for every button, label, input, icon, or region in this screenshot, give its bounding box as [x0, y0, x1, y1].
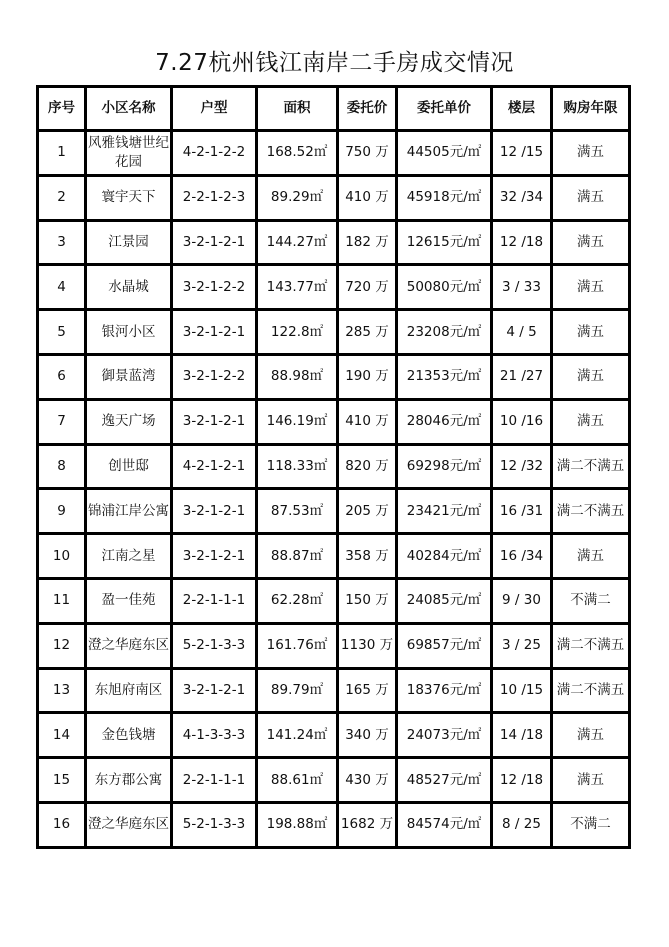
cell-index: 4	[38, 265, 86, 310]
cell-area: 144.27㎡	[257, 220, 338, 265]
cell-community: 东旭府南区	[86, 668, 172, 713]
cell-ownership-years: 满五	[552, 265, 630, 310]
cell-layout: 5-2-1-3-3	[172, 802, 257, 847]
cell-area: 122.8㎡	[257, 310, 338, 355]
cell-unit-price: 44505元/㎡	[397, 131, 492, 176]
cell-index: 7	[38, 399, 86, 444]
cell-layout: 3-2-1-2-1	[172, 220, 257, 265]
cell-ownership-years: 满五	[552, 758, 630, 803]
cell-index: 2	[38, 175, 86, 220]
cell-community: 江南之星	[86, 534, 172, 579]
header-layout: 户型	[172, 87, 257, 131]
cell-floor: 12 /32	[492, 444, 552, 489]
cell-ownership-years: 满五	[552, 399, 630, 444]
cell-floor: 10 /15	[492, 668, 552, 713]
cell-asking-price: 820 万	[338, 444, 397, 489]
cell-index: 8	[38, 444, 86, 489]
cell-community: 风雅钱塘世纪花园	[86, 131, 172, 176]
cell-community: 江景园	[86, 220, 172, 265]
cell-layout: 3-2-1-2-1	[172, 489, 257, 534]
header-community: 小区名称	[86, 87, 172, 131]
header-ownership-years: 购房年限	[552, 87, 630, 131]
cell-index: 5	[38, 310, 86, 355]
cell-asking-price: 430 万	[338, 758, 397, 803]
cell-floor: 12 /18	[492, 220, 552, 265]
cell-asking-price: 410 万	[338, 399, 397, 444]
cell-ownership-years: 满五	[552, 713, 630, 758]
cell-unit-price: 23208元/㎡	[397, 310, 492, 355]
cell-layout: 3-2-1-2-1	[172, 534, 257, 579]
cell-layout: 3-2-1-2-2	[172, 354, 257, 399]
cell-area: 141.24㎡	[257, 713, 338, 758]
cell-index: 6	[38, 354, 86, 399]
cell-floor: 3 / 33	[492, 265, 552, 310]
cell-asking-price: 165 万	[338, 668, 397, 713]
cell-unit-price: 12615元/㎡	[397, 220, 492, 265]
table-row	[38, 354, 630, 399]
cell-community: 澄之华庭东区	[86, 623, 172, 668]
table-row	[38, 802, 630, 847]
table-row	[38, 578, 630, 623]
cell-layout: 3-2-1-2-1	[172, 310, 257, 355]
cell-area: 161.76㎡	[257, 623, 338, 668]
cell-unit-price: 45918元/㎡	[397, 175, 492, 220]
cell-area: 118.33㎡	[257, 444, 338, 489]
cell-ownership-years: 满五	[552, 131, 630, 176]
cell-ownership-years: 满五	[552, 534, 630, 579]
header-unit-price: 委托单价	[397, 87, 492, 131]
cell-floor: 10 /16	[492, 399, 552, 444]
cell-asking-price: 150 万	[338, 578, 397, 623]
cell-floor: 16 /31	[492, 489, 552, 534]
cell-ownership-years: 满二不满五	[552, 668, 630, 713]
cell-community: 逸天广场	[86, 399, 172, 444]
table-row	[38, 444, 630, 489]
cell-community: 金色钱塘	[86, 713, 172, 758]
cell-index: 3	[38, 220, 86, 265]
cell-ownership-years: 满五	[552, 310, 630, 355]
cell-area: 87.53㎡	[257, 489, 338, 534]
transactions-table	[36, 85, 631, 849]
cell-unit-price: 28046元/㎡	[397, 399, 492, 444]
table-row	[38, 713, 630, 758]
table-row	[38, 220, 630, 265]
cell-ownership-years: 满二不满五	[552, 489, 630, 534]
cell-community: 御景蓝湾	[86, 354, 172, 399]
cell-index: 9	[38, 489, 86, 534]
cell-area: 168.52㎡	[257, 131, 338, 176]
table-row	[38, 265, 630, 310]
cell-floor: 9 / 30	[492, 578, 552, 623]
cell-layout: 3-2-1-2-1	[172, 668, 257, 713]
cell-area: 146.19㎡	[257, 399, 338, 444]
cell-community: 寰宇天下	[86, 175, 172, 220]
cell-unit-price: 84574元/㎡	[397, 802, 492, 847]
cell-unit-price: 24085元/㎡	[397, 578, 492, 623]
cell-index: 13	[38, 668, 86, 713]
cell-asking-price: 285 万	[338, 310, 397, 355]
cell-area: 198.88㎡	[257, 802, 338, 847]
cell-layout: 2-2-1-1-1	[172, 758, 257, 803]
cell-asking-price: 750 万	[338, 131, 397, 176]
cell-area: 62.28㎡	[257, 578, 338, 623]
cell-unit-price: 50080元/㎡	[397, 265, 492, 310]
table-row	[38, 758, 630, 803]
cell-layout: 2-2-1-1-1	[172, 578, 257, 623]
table-row	[38, 310, 630, 355]
cell-community: 锦浦江岸公寓	[86, 489, 172, 534]
cell-floor: 8 / 25	[492, 802, 552, 847]
table-row	[38, 175, 630, 220]
cell-index: 16	[38, 802, 86, 847]
cell-community: 银河小区	[86, 310, 172, 355]
cell-asking-price: 182 万	[338, 220, 397, 265]
cell-ownership-years: 满二不满五	[552, 623, 630, 668]
cell-ownership-years: 满五	[552, 175, 630, 220]
cell-ownership-years: 满五	[552, 354, 630, 399]
cell-floor: 3 / 25	[492, 623, 552, 668]
cell-index: 14	[38, 713, 86, 758]
cell-ownership-years: 不满二	[552, 578, 630, 623]
cell-floor: 21 /27	[492, 354, 552, 399]
cell-floor: 4 / 5	[492, 310, 552, 355]
cell-index: 11	[38, 578, 86, 623]
cell-unit-price: 24073元/㎡	[397, 713, 492, 758]
table-row	[38, 399, 630, 444]
header-index: 序号	[38, 87, 86, 131]
cell-index: 15	[38, 758, 86, 803]
cell-asking-price: 205 万	[338, 489, 397, 534]
cell-unit-price: 40284元/㎡	[397, 534, 492, 579]
cell-community: 创世邸	[86, 444, 172, 489]
cell-index: 12	[38, 623, 86, 668]
cell-ownership-years: 满二不满五	[552, 444, 630, 489]
cell-asking-price: 1682 万	[338, 802, 397, 847]
cell-area: 89.79㎡	[257, 668, 338, 713]
cell-unit-price: 69298元/㎡	[397, 444, 492, 489]
cell-unit-price: 23421元/㎡	[397, 489, 492, 534]
cell-floor: 16 /34	[492, 534, 552, 579]
cell-index: 1	[38, 131, 86, 176]
cell-ownership-years: 不满二	[552, 802, 630, 847]
cell-layout: 3-2-1-2-2	[172, 265, 257, 310]
table-row	[38, 489, 630, 534]
cell-floor: 32 /34	[492, 175, 552, 220]
cell-community: 东方郡公寓	[86, 758, 172, 803]
table-row	[38, 131, 630, 176]
cell-layout: 2-2-1-2-3	[172, 175, 257, 220]
cell-unit-price: 18376元/㎡	[397, 668, 492, 713]
cell-floor: 14 /18	[492, 713, 552, 758]
cell-area: 88.87㎡	[257, 534, 338, 579]
table-row	[38, 534, 630, 579]
cell-ownership-years: 满五	[552, 220, 630, 265]
cell-layout: 5-2-1-3-3	[172, 623, 257, 668]
cell-index: 10	[38, 534, 86, 579]
cell-area: 88.61㎡	[257, 758, 338, 803]
header-asking-price: 委托价	[338, 87, 397, 131]
cell-unit-price: 21353元/㎡	[397, 354, 492, 399]
cell-layout: 4-2-1-2-2	[172, 131, 257, 176]
cell-asking-price: 340 万	[338, 713, 397, 758]
cell-community: 盈一佳苑	[86, 578, 172, 623]
cell-unit-price: 69857元/㎡	[397, 623, 492, 668]
cell-area: 88.98㎡	[257, 354, 338, 399]
cell-layout: 4-1-3-3-3	[172, 713, 257, 758]
cell-asking-price: 1130 万	[338, 623, 397, 668]
cell-floor: 12 /18	[492, 758, 552, 803]
header-floor: 楼层	[492, 87, 552, 131]
cell-unit-price: 48527元/㎡	[397, 758, 492, 803]
cell-asking-price: 190 万	[338, 354, 397, 399]
cell-asking-price: 410 万	[338, 175, 397, 220]
table-row	[38, 623, 630, 668]
header-area: 面积	[257, 87, 338, 131]
cell-asking-price: 358 万	[338, 534, 397, 579]
cell-area: 89.29㎡	[257, 175, 338, 220]
page-title: 7.27杭州钱江南岸二手房成交情况	[155, 50, 514, 76]
cell-layout: 3-2-1-2-1	[172, 399, 257, 444]
cell-community: 澄之华庭东区	[86, 802, 172, 847]
cell-asking-price: 720 万	[338, 265, 397, 310]
table-row	[38, 668, 630, 713]
cell-community: 水晶城	[86, 265, 172, 310]
cell-floor: 12 /15	[492, 131, 552, 176]
cell-area: 143.77㎡	[257, 265, 338, 310]
cell-layout: 4-2-1-2-1	[172, 444, 257, 489]
table-header-row	[38, 87, 630, 131]
